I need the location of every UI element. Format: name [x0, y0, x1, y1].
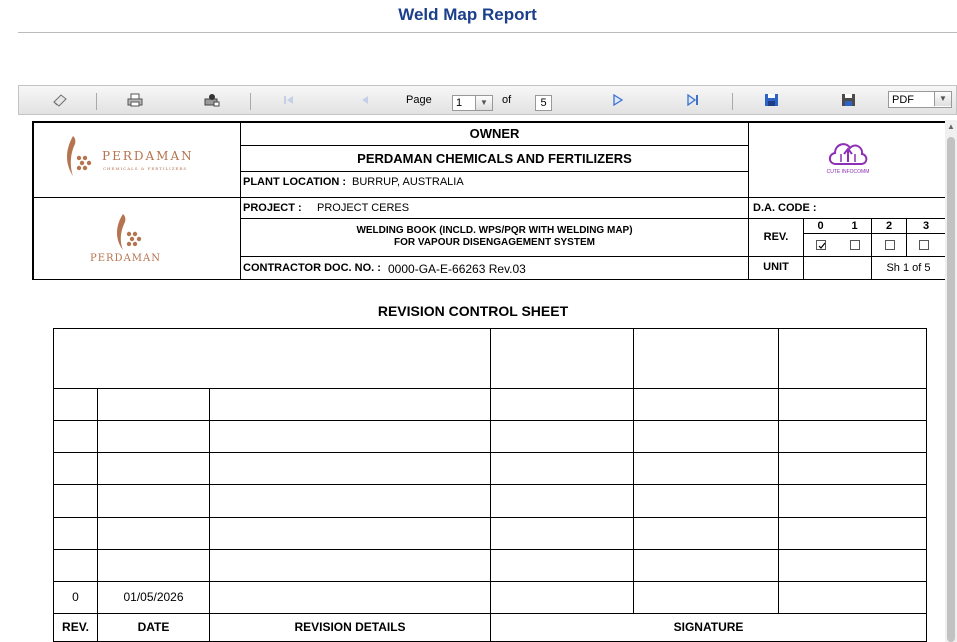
previous-page-icon[interactable]	[357, 93, 373, 107]
rev-cell: 0	[54, 581, 98, 613]
owner-name: PERDAMAN CHEMICALS AND FERTILIZERS	[357, 151, 632, 166]
rev-cell	[54, 421, 98, 453]
toolbar-separator	[732, 93, 733, 110]
table-row	[54, 517, 927, 549]
unit-label: UNIT	[763, 261, 789, 273]
rev-checkbox-2	[885, 240, 895, 250]
date-cell	[98, 517, 210, 549]
date-cell	[98, 421, 210, 453]
last-page-icon[interactable]	[685, 93, 701, 107]
column-header-rev: REV.	[54, 613, 98, 641]
report-title: Weld Map Report	[398, 5, 537, 24]
eraser-icon[interactable]	[52, 93, 68, 107]
export-icon[interactable]	[841, 93, 857, 107]
toolbar-separator	[96, 93, 97, 110]
current-page-value: 1	[456, 97, 463, 109]
column-header-signature: SIGNATURE	[491, 613, 927, 641]
chevron-down-icon[interactable]: ▼	[475, 96, 492, 110]
page-number-select[interactable]	[452, 95, 493, 111]
of-label: of	[502, 94, 512, 106]
details-cell	[210, 421, 491, 453]
rev-checkbox-3	[919, 240, 929, 250]
details-cell	[210, 549, 491, 581]
details-cell	[210, 453, 491, 485]
rev-cell	[54, 549, 98, 581]
company-logo-subtext: CHEMICALS & FERTILIZERS	[103, 166, 188, 171]
details-cell	[210, 517, 491, 549]
scroll-up-arrow-icon[interactable]: ▲	[947, 122, 955, 131]
title-divider	[18, 32, 957, 33]
column-header-details: REVISION DETAILS	[210, 613, 491, 641]
export-format-value: PDF	[892, 94, 914, 106]
project-value: PROJECT CERES	[317, 202, 410, 214]
total-pages: 5	[535, 95, 552, 111]
company-logo-text: PERDAMAN	[90, 253, 162, 264]
save-icon[interactable]	[764, 93, 780, 107]
details-cell	[210, 485, 491, 517]
table-row	[54, 549, 927, 581]
export-format-select[interactable]	[888, 91, 952, 108]
contractor-doc-label: CONTRACTOR DOC. NO. :	[243, 262, 381, 274]
flame-icon	[63, 132, 93, 180]
rev-number-3: 3	[922, 220, 930, 232]
rev-cell	[54, 517, 98, 549]
date-cell	[98, 389, 210, 421]
print-setup-icon[interactable]	[204, 93, 220, 107]
rev-cell	[54, 389, 98, 421]
table-row	[54, 329, 927, 389]
date-cell	[98, 453, 210, 485]
scrollbar-thumb[interactable]	[947, 137, 955, 642]
document-title-line2: FOR VAPOUR DISENGAGEMENT SYSTEM	[394, 237, 595, 248]
revision-table	[53, 328, 927, 642]
report-viewer-toolbar	[18, 85, 957, 115]
page-label: Page	[406, 94, 432, 106]
first-page-icon[interactable]	[281, 93, 297, 107]
chevron-down-icon[interactable]: ▼	[934, 92, 951, 106]
details-cell	[210, 389, 491, 421]
revision-sheet-title: REVISION CONTROL SHEET	[377, 303, 569, 319]
rev-number-2: 2	[885, 220, 893, 232]
table-row	[54, 389, 927, 421]
rev-checkbox-1	[850, 240, 860, 250]
rev-number-0: 0	[817, 220, 824, 232]
da-code-label: D.A. CODE :	[753, 202, 817, 214]
company-logo	[63, 132, 233, 182]
plant-location-value: BURRUP, AUSTRALIA	[352, 176, 464, 188]
table-header-row	[54, 613, 927, 641]
vertical-scrollbar[interactable]	[945, 120, 957, 642]
document-title-line1: WELDING BOOK (INCLD. WPS/PQR WITH WELDING MAP)	[356, 225, 633, 236]
rev-cell	[54, 485, 98, 517]
client-logo-text: CUTE INFOCOMM	[826, 169, 870, 175]
date-cell: 01/05/2026	[98, 581, 210, 613]
rev-number-1: 1	[851, 220, 858, 232]
toolbar-separator	[250, 93, 251, 110]
plant-location-label: PLANT LOCATION :	[243, 176, 347, 188]
rev-cell	[54, 453, 98, 485]
project-label: PROJECT :	[243, 202, 302, 214]
table-row	[54, 421, 927, 453]
client-logo	[813, 138, 883, 178]
flame-icon	[113, 212, 143, 252]
contractor-doc-value: 0000-GA-E-66263 Rev.03	[388, 262, 526, 276]
print-icon[interactable]	[127, 93, 143, 107]
company-logo-text: PERDAMAN	[102, 149, 194, 163]
column-header-date: DATE	[98, 613, 210, 641]
table-row	[54, 581, 927, 613]
table-row	[54, 453, 927, 485]
company-logo-secondary	[83, 212, 183, 267]
date-cell	[98, 485, 210, 517]
checkmark-icon	[817, 241, 827, 251]
report-page	[18, 116, 945, 642]
details-cell	[210, 581, 491, 613]
date-cell	[98, 549, 210, 581]
owner-label: OWNER	[469, 126, 520, 141]
rev-label: REV.	[763, 231, 789, 243]
next-page-icon[interactable]	[609, 93, 625, 107]
cloud-upload-icon	[826, 138, 870, 168]
sheet-info: Sh 1 of 5	[886, 262, 931, 274]
table-row	[54, 485, 927, 517]
rev-checkbox-0	[816, 240, 826, 250]
